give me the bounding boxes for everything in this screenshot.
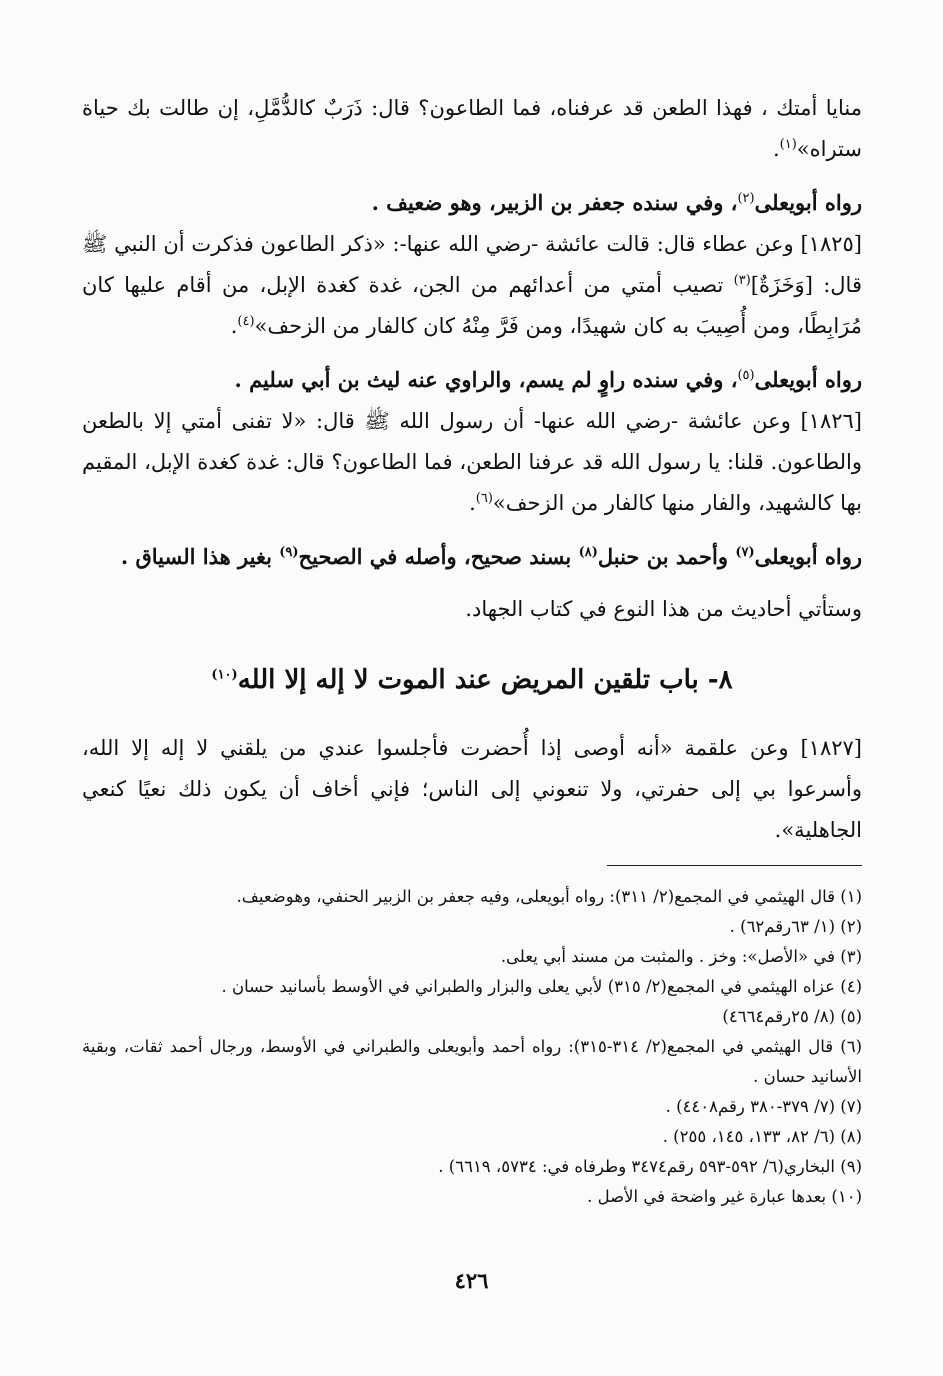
footnote-ref-10[interactable]: (١٠): [211, 667, 238, 683]
footnotes: [82, 882, 862, 1212]
paragraph-4-text: رواه أبويعلى: [754, 367, 862, 392]
footnote-ref-6[interactable]: (٦): [475, 491, 493, 506]
paragraph-3-text-b: تصيب أمتي من أعدائهم من الجن، غدة كغدة الإبل، من أقام عليها كان مُرَابِطًا، ومن أُصِيبَ به كان شهيدًا، ومن فَرَّ مِنْهُ كان كالفار من الزحف»: [82, 273, 862, 338]
paragraph-6-text-d: بغير هذا السياق .: [120, 544, 280, 569]
paragraph-2-text: رواه أبويعلى: [754, 190, 862, 215]
paragraph-3: [82, 224, 862, 347]
footnote-2: (٢) (١/ ٦٣رقم٦٢) .: [729, 917, 862, 936]
paragraph-5: [82, 401, 862, 524]
paragraph-5-end: .: [469, 491, 476, 515]
paragraph-6-text-b: وأحمد بن حنبل: [597, 544, 736, 569]
footnote-9: (٩) البخاري(٦/ ٥٩٢-٥٩٣ رقم٣٤٧٤ وطرفاه في: ٥٧٣٤، ٦٦١٩) .: [438, 1157, 862, 1176]
footnote-6: (٦) قال الهيثمي في المجمع(٢/ ٣١٤-٣١٥): رواه أحمد وأبويعلى والطبراني في الأوسط، ورجال أحمد ثقات، وبقية الأسانيد حسان .: [82, 1037, 862, 1086]
footnote-5: (٥) (٨/ ٢٥رقم٤٦٦٤): [722, 1007, 862, 1026]
footnote-ref-7[interactable]: (٧): [735, 545, 755, 560]
footnote-ref-9[interactable]: (٩): [279, 545, 299, 560]
paragraph-8-text: [١٨٢٧] وعن علقمة «أنه أوصى إذا أُحضرت فأجلسوا عندي من يلقني لا إله إلا الله، وأسرعوا بي إلى حفرتي، ولا تنعوني إلى الناس؛ فإني أخاف أن يكون ذلك نعيًا كنعي الجاهلية».: [82, 736, 863, 842]
paragraph-7-text: وستأتي أحاديث من هذا النوع في كتاب الجهاد.: [465, 597, 862, 621]
paragraph-6-text-c: بسند صحيح، وأصله في الصحيح: [298, 544, 579, 569]
chapter-heading: [82, 660, 862, 700]
footnote-ref-8[interactable]: (٨): [578, 545, 598, 560]
paragraph-1: [82, 88, 862, 170]
paragraph-1-end: .: [772, 137, 780, 161]
footnote-ref-1[interactable]: (١): [779, 137, 797, 152]
chapter-heading-text: ٨- باب تلقين المريض عند الموت لا إله إلا الله: [237, 665, 733, 695]
paragraph-2-rest: ، وفي سنده جعفر بن الزبير، وهو ضعيف .: [371, 190, 738, 215]
paragraph-5-text: [١٨٢٦] وعن عائشة -رضي الله عنها- أن رسول الله ﷺ قال: «لا تفنى أمتي إلا بالطعن والطاعون. قلنا: يا رسول الله قد عرفنا الطعن، فما الطاعون؟ قال: غدة كغدة الإبل، المقيم بها كالشهيد، والفار منها كالفار من الزحف»: [82, 409, 862, 515]
paragraph-4-rest: ، وفي سنده راوٍ لم يسم، والراوي عنه ليث بن أبي سليم .: [234, 367, 738, 392]
paragraph-6: [82, 536, 862, 577]
paragraph-3-end: .: [230, 314, 238, 338]
footnote-8: (٨) (٦/ ٨٢، ١٣٣، ١٤٥، ٢٥٥) .: [662, 1127, 862, 1146]
paragraph-1-text: منايا أمتك ، فهذا الطعن قد عرفناه، فما الطاعون؟ قال: ذَرَبٌ كالدُّمَّلِ، إن طالت بك حياة ستراه»: [82, 96, 862, 161]
footnote-ref-2[interactable]: (٢): [737, 191, 755, 206]
paragraph-3-text-a: [١٨٢٥] وعن عطاء قال: قالت عائشة -رضي الله عنها-: «ذكر الطاعون فذكرت أن النبي ﷺ قال: [وَخَزَةٌ]: [82, 232, 862, 297]
footnote-3: (٣) في «الأصل»: وخز . والمثبت من مسند أبي يعلى.: [500, 947, 862, 966]
footnote-ref-4[interactable]: (٤): [237, 314, 255, 329]
page-number: ٤٢٦: [454, 1268, 489, 1293]
footnote-separator: [82, 865, 862, 866]
footnote-ref-5[interactable]: (٥): [737, 368, 755, 383]
paragraph-2: [82, 182, 862, 224]
paragraph-4: [82, 359, 862, 401]
footnote-10: (١٠) بعدها عبارة غير واضحة في الأصل .: [587, 1187, 862, 1206]
footnote-7: (٧) (٧/ ٣٧٩-٣٨٠ رقم٤٤٠٨) .: [665, 1097, 862, 1116]
paragraph-6-text-a: رواه أبويعلى: [754, 544, 862, 569]
footnote-4: (٤) عزاه الهيثمي في المجمع(٢/ ٣١٥) لأبي يعلى والبزار والطبراني في الأوسط بأسانيد حسان .: [221, 977, 862, 996]
paragraph-8: [82, 728, 862, 851]
page-content: [82, 88, 862, 1212]
footnote-1: (١) قال الهيثمي في المجمع(٢/ ٣١١): رواه أبويعلى، وفيه جعفر بن الزبير الحنفي، وهوضعيف.: [236, 887, 862, 906]
footnote-ref-3[interactable]: (٣): [733, 273, 751, 288]
paragraph-7: [82, 589, 862, 630]
